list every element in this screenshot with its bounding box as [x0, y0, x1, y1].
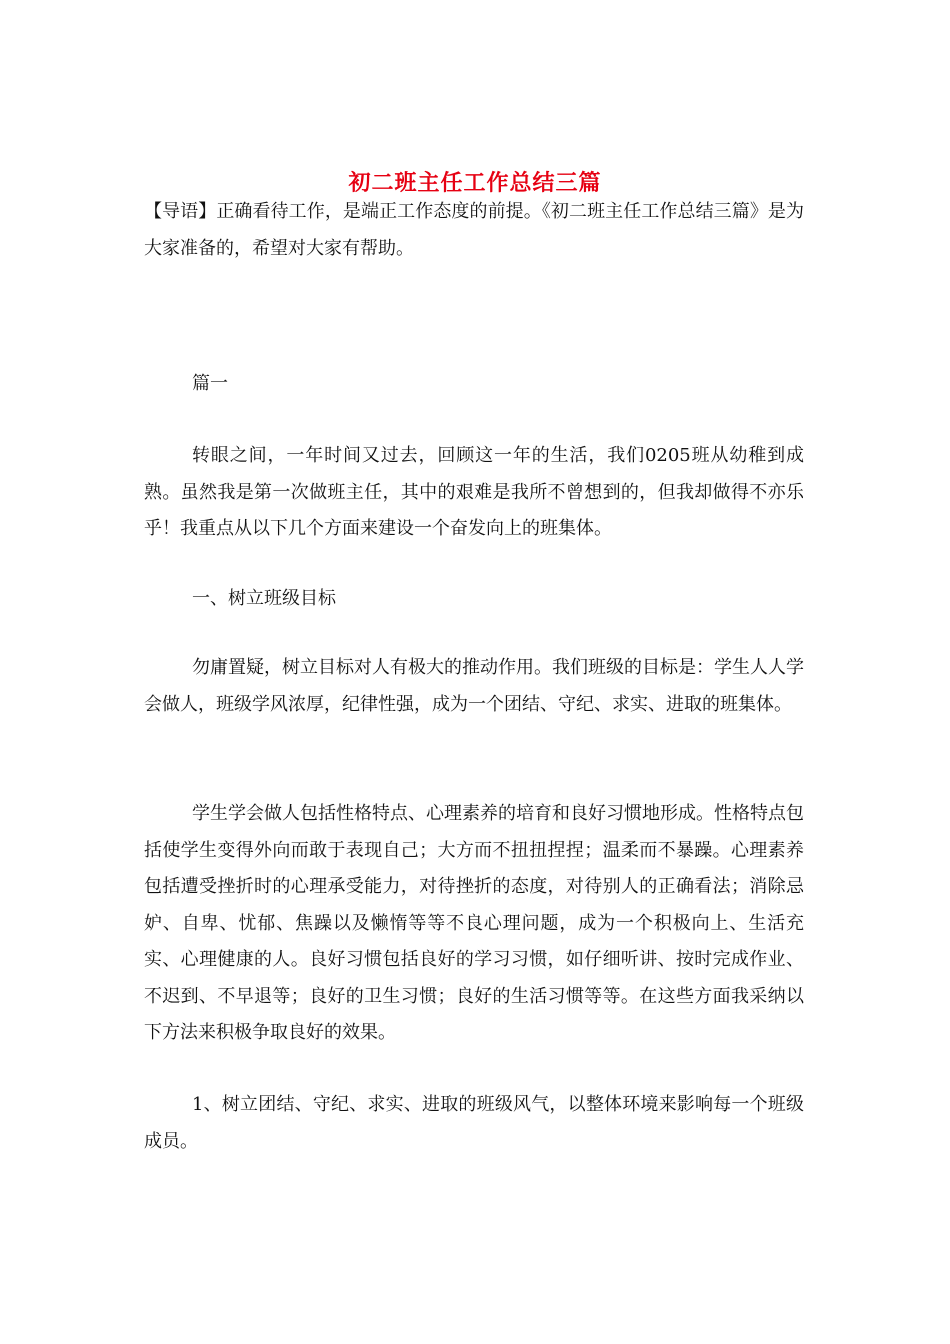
body-paragraph: 1、树立团结、守纪、求实、进取的班级风气，以整体环境来影响每一个班级成员。 [144, 1094, 804, 1152]
section-heading-class-goal: 一、树立班级目标 [192, 588, 336, 609]
body-paragraph: 勿庸置疑，树立目标对人有极大的推动作用。我们班级的目标是：学生人人学会做人，班级学风浓厚，纪律性强，成为一个团结、守纪、求实、进取的班集体。 [144, 657, 804, 715]
section-heading-part-one: 篇一 [192, 373, 228, 394]
body-paragraph: 学生学会做人包括性格特点、心理素养的培育和良好习惯地形成。性格特点包括使学生变得外向而敢于表现自己；大方而不扭扭捏捏；温柔而不暴躁。心理素养包括遭受挫折时的心理承受能力，对待挫折的态度，对待别人的正确看法；消除忌妒、自卑、忧郁、焦躁以及懒惰等等不良心理问题，成为一个积极向上、生活充实、心理健康的人。良好习惯包括良好的学习习惯，如仔细听讲、按时完成作业、不迟到、不早退等；良好的卫生习惯；良好的生活习惯等等。在这些方面我采纳以下方法来积极争取良好的效果。 [144, 803, 804, 1043]
document-title: 初二班主任工作总结三篇 [348, 169, 602, 196]
body-paragraph: 转眼之间，一年时间又过去，回顾这一年的生活，我们0205班从幼稚到成熟。虽然我是第一次做班主任，其中的艰难是我所不曾想到的，但我却做得不亦乐乎！我重点从以下几个方面来建设一个奋发向上的班集体。 [144, 445, 804, 539]
intro-paragraph: 【导语】正确看待工作，是端正工作态度的前提。《初二班主任工作总结三篇》是为大家准备的，希望对大家有帮助。 [144, 201, 804, 259]
